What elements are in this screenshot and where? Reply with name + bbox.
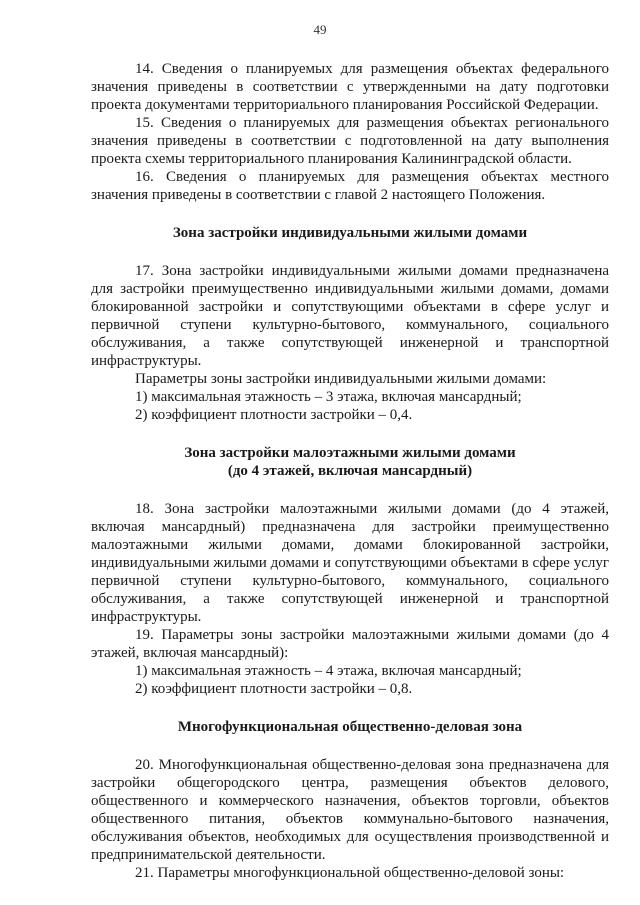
parameter-item-density-0-4: 2) коэффициент плотности застройки – 0,4.	[135, 407, 413, 423]
paragraph-15: 15. Сведения о планируемых для размещения объектах регионального значения приведены в соответствии с подготовленной на дату выполнения проекта схемы территориального планирования Калининградской области.	[91, 115, 609, 167]
paragraph-16: 16. Сведения о планируемых для размещения объектах местного значения приведены в соответствии с главой 2 настоящего Положения.	[91, 169, 609, 203]
page-number: 49	[313, 22, 327, 37]
parameter-item-max-floors-4: 1) максимальная этажность – 4 этажа, включая мансардный;	[135, 663, 522, 679]
paragraph-19: 19. Параметры зоны застройки малоэтажными жилыми домами (до 4 этажей, включая мансардный):	[91, 627, 609, 661]
parameter-item-density-0-8: 2) коэффициент плотности застройки – 0,8.	[135, 681, 413, 697]
section-heading-lowrise-subtitle: (до 4 этажей, включая мансардный)	[227, 463, 473, 479]
document-body	[91, 60, 609, 882]
section-heading-individual-housing: Зона застройки индивидуальными жилыми домами	[172, 225, 528, 241]
parameters-heading-individual: Параметры зоны застройки индивидуальными жилыми домами:	[135, 371, 547, 387]
paragraph-18: 18. Зона застройки малоэтажными жилыми домами (до 4 этажей, включая мансардный) предназначена для застройки преимущественно малоэтажными жилыми домами, домами блокированной застройки, индивидуальными жилыми домами и сопутствующими объектами в сфере услуг первичной ступени культурно-бытового, коммунального, социального обслуживания, а также сопутствующей инженерной и транспортной инфраструктуры.	[91, 501, 609, 625]
parameter-item-max-floors-3: 1) максимальная этажность – 3 этажа, включая мансардный;	[135, 389, 522, 405]
paragraph-21: 21. Параметры многофункциональной общественно-деловой зоны:	[135, 865, 565, 881]
paragraph-17: 17. Зона застройки индивидуальными жилыми домами предназначена для застройки преимущественно индивидуальными жилыми домами, домами блокированной застройки и сопутствующими объектами в сфере услуг и первичной ступени культурно-бытового, коммунального, социального обслуживания, а также сопутствующей инженерной и транспортной инфраструктуры.	[91, 263, 609, 369]
section-heading-business-zone: Многофункциональная общественно-деловая зона	[177, 719, 523, 735]
paragraph-14: 14. Сведения о планируемых для размещения объектах федерального значения приведены в соответствии с утвержденными на дату подготовки проекта документами территориального планирования Российской Федерации.	[91, 61, 609, 113]
paragraph-20: 20. Многофункциональная общественно-деловая зона предназначена для застройки общегородского центра, размещения объектов делового, общественного и коммерческого назначения, объектов торговли, объектов общественного питания, объектов коммунально-бытового назначения, обслуживания объектов, необходимых для осуществления производственной и предпринимательской деятельности.	[91, 757, 609, 863]
section-heading-lowrise-housing: Зона застройки малоэтажными жилыми домами	[184, 445, 516, 461]
